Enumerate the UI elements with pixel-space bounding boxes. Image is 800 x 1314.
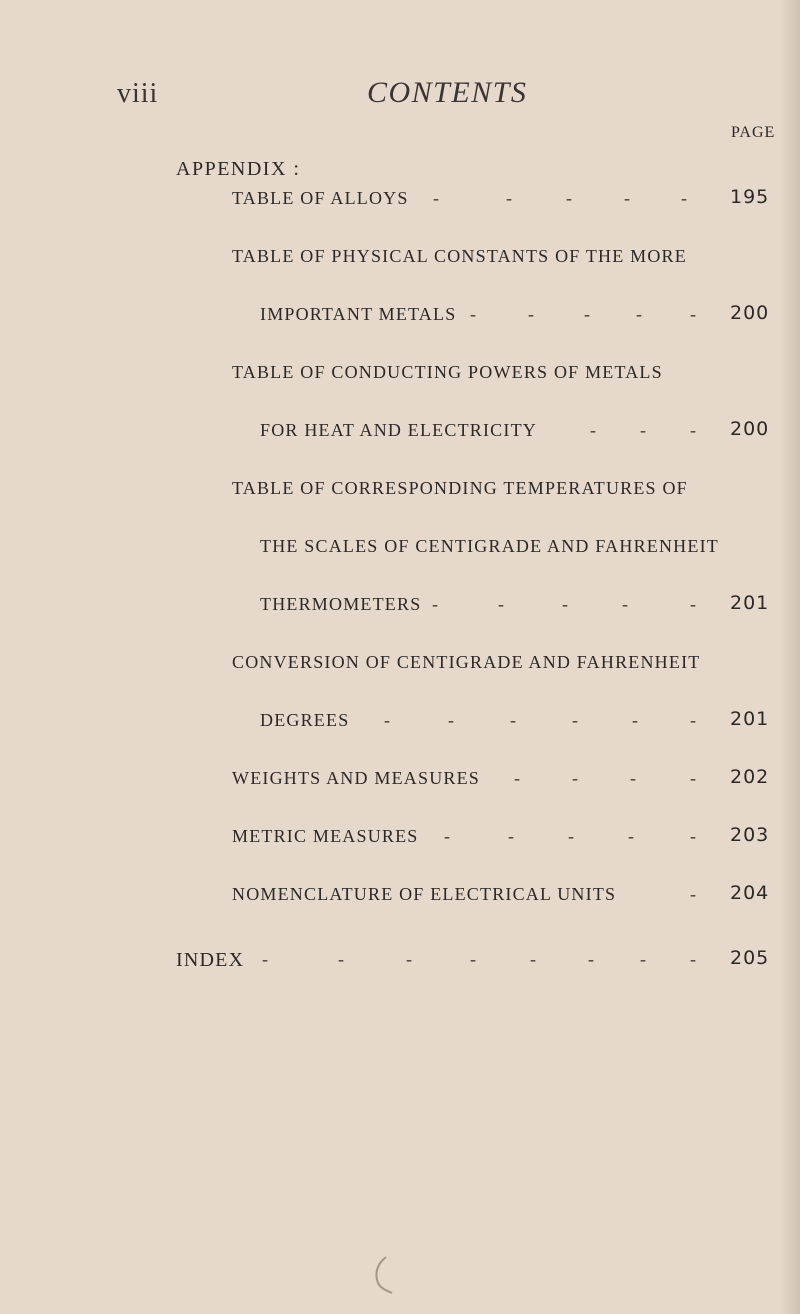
- leader-dash: -: [690, 884, 698, 904]
- page-column-heading: PAGE: [731, 124, 776, 141]
- leader-dash: -: [433, 188, 441, 208]
- leader-dash: -: [262, 949, 270, 969]
- leader-dash: -: [514, 768, 522, 788]
- toc-entry-line: [0, 826, 710, 856]
- leader-dash: -: [690, 710, 698, 730]
- toc-entry-text: THERMOMETERS: [260, 594, 422, 614]
- toc-entry-line: [0, 246, 710, 276]
- toc-entry-line: [0, 652, 710, 682]
- toc-entry-text: IMPORTANT METALS: [260, 304, 457, 324]
- toc-entry-text: METRIC MEASURES: [232, 826, 419, 846]
- leader-dash: -: [338, 949, 346, 969]
- appendix-heading: APPENDIX :: [176, 158, 301, 180]
- running-head: CONTENTS: [367, 76, 528, 109]
- leader-dash: -: [470, 304, 478, 324]
- toc-entry-text: CONVERSION OF CENTIGRADE AND FAHRENHEIT: [232, 652, 701, 672]
- ink-mark: [372, 1255, 394, 1295]
- leader-dash: -: [444, 826, 452, 846]
- toc-entry-line: [0, 884, 710, 914]
- leader-dash: -: [690, 949, 698, 969]
- toc-page-number: 203: [730, 824, 770, 846]
- leader-dash: -: [572, 768, 580, 788]
- leader-dash: -: [632, 710, 640, 730]
- leader-dash: -: [690, 304, 698, 324]
- leader-dash: -: [690, 768, 698, 788]
- toc-page-number: 200: [730, 418, 770, 440]
- leader-dash: -: [432, 594, 440, 614]
- toc-entry-text: TABLE OF PHYSICAL CONSTANTS OF THE MORE: [232, 246, 687, 266]
- toc-page-number: 204: [730, 882, 770, 904]
- leader-dash: -: [630, 768, 638, 788]
- toc-entry-text: TABLE OF CONDUCTING POWERS OF METALS: [232, 362, 663, 382]
- leader-dash: -: [584, 304, 592, 324]
- toc-entry-line: [0, 304, 710, 334]
- leader-dash: -: [384, 710, 392, 730]
- leader-dash: -: [510, 710, 518, 730]
- leader-dash: -: [622, 594, 630, 614]
- toc-page-number: 200: [730, 302, 770, 324]
- leader-dash: -: [508, 826, 516, 846]
- toc-entry-text: TABLE OF CORRESPONDING TEMPERATURES OF: [232, 478, 688, 498]
- toc-page-number: 195: [730, 186, 770, 208]
- toc-entry-line: [0, 768, 710, 798]
- toc-entry-line: [0, 710, 710, 740]
- leader-dash: -: [681, 188, 689, 208]
- index-label: INDEX: [176, 949, 245, 971]
- leader-dash: -: [624, 188, 632, 208]
- leader-dash: -: [566, 188, 574, 208]
- toc-entry-line: [0, 478, 710, 508]
- leader-dash: -: [528, 304, 536, 324]
- toc-page-number: 202: [730, 766, 770, 788]
- leader-dash: -: [690, 420, 698, 440]
- toc-entry-line: [0, 420, 710, 450]
- toc-entry-line: [0, 188, 710, 218]
- index-page-number: 205: [730, 947, 770, 969]
- toc-entry-line: [0, 594, 710, 624]
- leader-dash: -: [590, 420, 598, 440]
- toc-index-line: [0, 949, 710, 979]
- toc-entry-text: FOR HEAT AND ELECTRICITY: [260, 420, 537, 440]
- toc-entry-text: TABLE OF ALLOYS: [232, 188, 409, 208]
- leader-dash: -: [636, 304, 644, 324]
- toc-entry-line: [0, 536, 719, 566]
- toc-entry-text: THE SCALES OF CENTIGRADE AND FAHRENHEIT: [260, 536, 719, 556]
- leader-dash: -: [498, 594, 506, 614]
- leader-dash: -: [690, 826, 698, 846]
- leader-dash: -: [562, 594, 570, 614]
- leader-dash: -: [640, 949, 648, 969]
- leader-dash: -: [530, 949, 538, 969]
- toc-page-number: 201: [730, 708, 770, 730]
- leader-dash: -: [448, 710, 456, 730]
- toc-page-number: 201: [730, 592, 770, 614]
- leader-dash: -: [628, 826, 636, 846]
- leader-dash: -: [506, 188, 514, 208]
- page-folio: viii: [117, 78, 159, 109]
- toc-entry-text: NOMENCLATURE OF ELECTRICAL UNITS: [232, 884, 617, 904]
- leader-dash: -: [690, 594, 698, 614]
- leader-dash: -: [406, 949, 414, 969]
- toc-entry-text: DEGREES: [260, 710, 350, 730]
- leader-dash: -: [640, 420, 648, 440]
- toc-entry-text: WEIGHTS AND MEASURES: [232, 768, 481, 788]
- leader-dash: -: [572, 710, 580, 730]
- leader-dash: -: [588, 949, 596, 969]
- leader-dash: -: [470, 949, 478, 969]
- leader-dash: -: [568, 826, 576, 846]
- toc-entry-line: [0, 362, 710, 392]
